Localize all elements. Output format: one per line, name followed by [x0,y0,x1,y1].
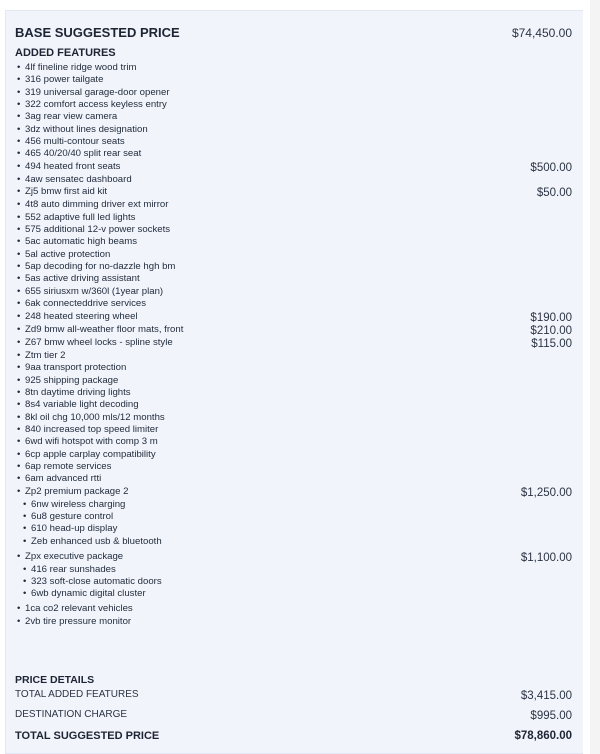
feature-label: Zeb enhanced usb & bluetooth [31,535,162,547]
feature-item [17,273,140,284]
bullet-icon: • [17,399,21,411]
bullet-icon: • [23,588,27,600]
feature-item [17,362,126,373]
feature-item [17,148,141,159]
bullet-icon: • [17,374,21,386]
package-sub-feature-item [23,536,162,547]
bullet-icon: • [23,563,27,575]
feature-item [17,311,138,322]
feature-item [17,412,165,423]
bullet-icon: • [17,310,21,322]
bullet-icon: • [17,99,21,111]
package-sub-feature-item [23,511,113,522]
bullet-icon: • [17,62,21,73]
destination-charge-value: $995.00 [530,710,572,722]
feature-price: $210.00 [530,324,572,337]
bullet-icon: • [17,603,21,615]
added-features-heading: ADDED FEATURES [15,47,116,59]
bullet-icon: • [17,224,21,236]
feature-label: 6ap remote services [25,460,112,472]
feature-label: 5ap decoding for no-dazzle hgh bm [25,261,176,273]
feature-item [17,424,158,435]
feature-label: 316 power tailgate [25,74,104,86]
feature-label: Zpx executive package [25,550,124,562]
feature-label: 6ak connecteddrive services [25,298,147,310]
feature-label: Ztm tier 2 [25,349,66,361]
feature-label: 6am advanced rtti [25,473,102,485]
feature-label: 4aw sensatec dashboard [25,173,132,185]
feature-label: Zj5 bmw first aid kit [25,186,108,198]
feature-label: 8tn daytime driving lights [25,386,131,398]
bullet-icon: • [17,411,21,423]
feature-item [17,616,131,627]
bullet-icon: • [17,362,21,374]
bullet-icon: • [17,211,21,223]
feature-label: 8s4 variable light decoding [25,399,139,411]
bullet-icon: • [17,448,21,460]
feature-label: 6cp apple carplay compatibility [25,448,156,460]
feature-item [17,199,168,210]
bullet-icon: • [17,273,21,285]
price-details-heading: PRICE DETAILS [15,674,95,686]
feature-label: 465 40/20/40 split rear seat [25,148,142,160]
bullet-icon: • [17,336,21,348]
feature-item [17,337,173,348]
feature-label: 5al active protection [25,248,111,260]
feature-label: 655 siriusxm w/360l (1year plan) [25,285,164,297]
feature-item [17,161,120,172]
bullet-icon: • [17,285,21,297]
bullet-icon: • [17,173,21,185]
feature-item [17,136,125,147]
feature-item [17,174,132,185]
feature-label: 4lf fineline ridge wood trim [25,62,137,73]
bullet-icon: • [17,86,21,98]
feature-item [17,375,118,386]
feature-item [17,473,101,484]
package-sub-feature-item [23,523,117,534]
bullet-icon: • [17,160,21,172]
feature-price: $1,100.00 [520,551,572,564]
feature-label: 575 additional 12-v power sockets [25,224,171,236]
feature-item [17,486,128,497]
bullet-icon: • [17,615,21,627]
feature-label: 5ac automatic high beams [25,236,137,248]
feature-item [17,87,170,98]
feature-item [17,111,117,122]
feature-item [17,249,110,260]
feature-label: 3ag rear view camera [25,111,118,123]
feature-label: 9aa transport protection [25,362,127,374]
bullet-icon: • [17,349,21,361]
price-summary-card [5,10,583,754]
feature-label: 494 heated front seats [25,160,121,172]
bullet-icon: • [23,511,27,522]
bullet-icon: • [17,485,21,497]
bullet-icon: • [17,111,21,123]
bullet-icon: • [17,436,21,448]
feature-label: 610 head-up display [31,523,118,535]
feature-label: Zp2 premium package 2 [25,485,129,497]
feature-label: 6u8 gesture control [31,511,114,522]
bullet-icon: • [17,298,21,310]
bullet-icon: • [17,74,21,86]
base-price-value: $74,450.00 [511,26,572,40]
total-suggested-price-label: TOTAL SUGGESTED PRICE [15,730,160,742]
feature-item [17,286,163,297]
bullet-icon: • [17,473,21,485]
feature-label: 416 rear sunshades [31,563,116,575]
feature-label: 3dz without lines designation [25,123,148,135]
feature-item [17,603,133,614]
bullet-icon: • [23,535,27,547]
feature-label: Zd9 bmw all-weather floor mats, front [25,323,184,335]
bullet-icon: • [17,123,21,135]
feature-label: 925 shipping package [25,374,119,386]
feature-label: 552 adaptive full led lights [25,211,136,223]
feature-item [17,261,175,272]
feature-label: 4t8 auto dimming driver ext mirror [25,199,169,211]
feature-item [17,461,111,472]
feature-item [17,551,123,562]
feature-label: 6wd wifi hotspot with comp 3 m [25,436,158,448]
feature-label: 8kl oil chg 10,000 mls/12 months [25,411,165,423]
feature-item [17,350,66,361]
feature-label: 319 universal garage-door opener [25,86,170,98]
feature-label: 6wb dynamic digital cluster [31,588,146,600]
feature-label: 456 multi-contour seats [25,136,125,148]
feature-item [17,212,135,223]
bullet-icon: • [17,186,21,198]
bullet-icon: • [17,386,21,398]
page-scrollbar[interactable] [590,0,600,754]
feature-price: $190.00 [530,311,572,324]
package-sub-feature-item [23,499,125,510]
feature-label: 323 soft-close automatic doors [31,576,162,588]
feature-item [17,224,170,235]
base-price-label: BASE SUGGESTED PRICE [15,25,180,40]
bullet-icon: • [17,423,21,435]
feature-label: Z67 bmw wheel locks - spline style [25,336,173,348]
bullet-icon: • [23,523,27,535]
feature-price: $50.00 [536,187,572,200]
bullet-icon: • [17,136,21,148]
bullet-icon: • [17,248,21,260]
bullet-icon: • [17,550,21,562]
feature-label: 6nw wireless charging [31,498,126,510]
feature-price: $115.00 [531,337,572,350]
feature-item [17,62,136,73]
feature-price: $1,250.00 [520,486,572,499]
feature-item [17,99,167,110]
feature-item [17,449,156,460]
package-sub-feature-item [23,576,162,587]
feature-item [17,298,146,309]
package-sub-feature-item [23,564,116,575]
bullet-icon: • [17,261,21,273]
bullet-icon: • [17,460,21,472]
feature-label: 1ca co2 relevant vehicles [25,603,133,615]
feature-item [17,436,158,447]
bullet-icon: • [17,199,21,211]
feature-item [17,324,183,335]
feature-item [17,387,131,398]
feature-item [17,236,137,247]
bullet-icon: • [17,148,21,160]
feature-item [17,186,107,197]
feature-item [17,124,148,135]
bullet-icon: • [17,323,21,335]
feature-item [17,399,139,410]
feature-item [17,74,103,85]
destination-charge-label: DESTINATION CHARGE [15,709,128,720]
feature-label: 5as active driving assistant [25,273,140,285]
feature-label: 2vb tire pressure monitor [25,615,132,627]
feature-label: 248 heated steering wheel [25,310,138,322]
total-suggested-price-value: $78,860.00 [514,730,572,742]
total-added-features-value: $3,415.00 [520,690,572,702]
total-added-features-label: TOTAL ADDED FEATURES [15,689,139,700]
feature-label: 322 comfort access keyless entry [25,99,167,111]
feature-price: $500.00 [530,161,572,174]
feature-label: 840 increased top speed limiter [25,423,159,435]
bullet-icon: • [23,576,27,588]
bullet-icon: • [23,498,27,510]
bullet-icon: • [17,236,21,248]
package-sub-feature-item [23,588,146,599]
